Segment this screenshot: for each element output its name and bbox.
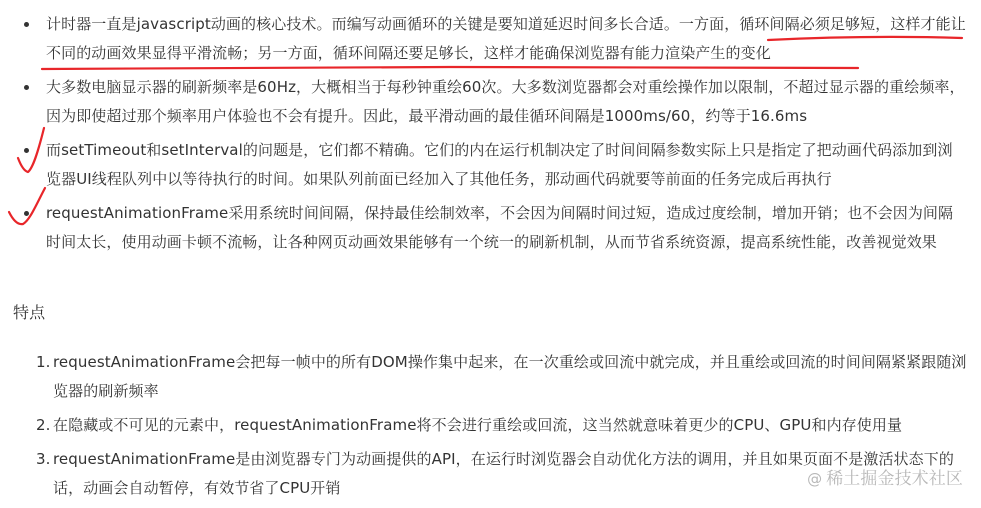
bullet-dot-icon <box>24 148 29 153</box>
bullet-text: 计时器一直是javascript动画的核心技术。而编写动画循环的关键是要知道延迟时间多长合适。一方面，循环间隔必须足够短，这样才能让不同的动画效果显得平滑流畅；另一方面，循环间隔还要足够长，这样才能确保浏览器有能力渲染产生的变化 <box>46 15 966 62</box>
list-number: 3. <box>36 450 51 468</box>
bullet-text: 大多数电脑显示器的刷新频率是60Hz，大概相当于每秒钟重绘60次。大多数浏览器都会对重绘操作加以限制，不超过显示器的重绘频率，因为即使超过那个频率用户体验也不会有提升。因此，最平滑动画的最佳循环间隔是1000ms/60，约等于16.6ms <box>46 78 965 125</box>
bullet-item <box>0 136 981 194</box>
watermark-at-icon: @ <box>807 470 823 488</box>
bullet-item <box>0 73 981 131</box>
section-heading: 特点 <box>13 303 46 322</box>
bullet-text: requestAnimationFrame采用系统时间间隔，保持最佳绘制效率，不会因为间隔时间过短，造成过度绘制，增加开销；也不会因为间隔时间太长，使用动画卡顿不流畅，让各种网页动画效果能够有一个统一的刷新机制，从而节省系统资源，提高系统性能，改善视觉效果 <box>46 204 954 251</box>
bullet-list <box>0 10 981 262</box>
bullet-dot-icon <box>24 85 29 90</box>
list-item <box>0 411 981 440</box>
bullet-item <box>0 199 981 257</box>
watermark-text: 稀土掘金技术社区 <box>826 469 963 489</box>
list-text: requestAnimationFrame是由浏览器专门为动画提供的API，在运行时浏览器会自动优化方法的调用，并且如果页面不是激活状态下的话，动画会自动暂停，有效节省了CPU开销 <box>53 450 954 497</box>
list-number: 2. <box>36 416 51 434</box>
bullet-dot-icon <box>24 22 29 27</box>
list-item <box>0 348 981 406</box>
list-text: 在隐藏或不可见的元素中，requestAnimationFrame将不会进行重绘或回流，这当然就意味着更少的CPU、GPU和内存使用量 <box>53 416 903 434</box>
bullet-dot-icon <box>24 211 29 216</box>
list-text: requestAnimationFrame会把每一帧中的所有DOM操作集中起来，在一次重绘或回流中就完成，并且重绘或回流的时间间隔紧紧跟随浏览器的刷新频率 <box>53 353 967 400</box>
list-number: 1. <box>36 353 51 371</box>
bullet-item <box>0 10 981 68</box>
bullet-text: 而setTimeout和setInterval的问题是，它们都不精确。它们的内在运行机制决定了时间间隔参数实际上只是指定了把动画代码添加到浏览器UI线程队列中以等待执行的时间。如果队列前面已经加入了其他任务，那动画代码就要等前面的任务完成后再执行 <box>46 141 953 188</box>
watermark <box>807 468 963 490</box>
